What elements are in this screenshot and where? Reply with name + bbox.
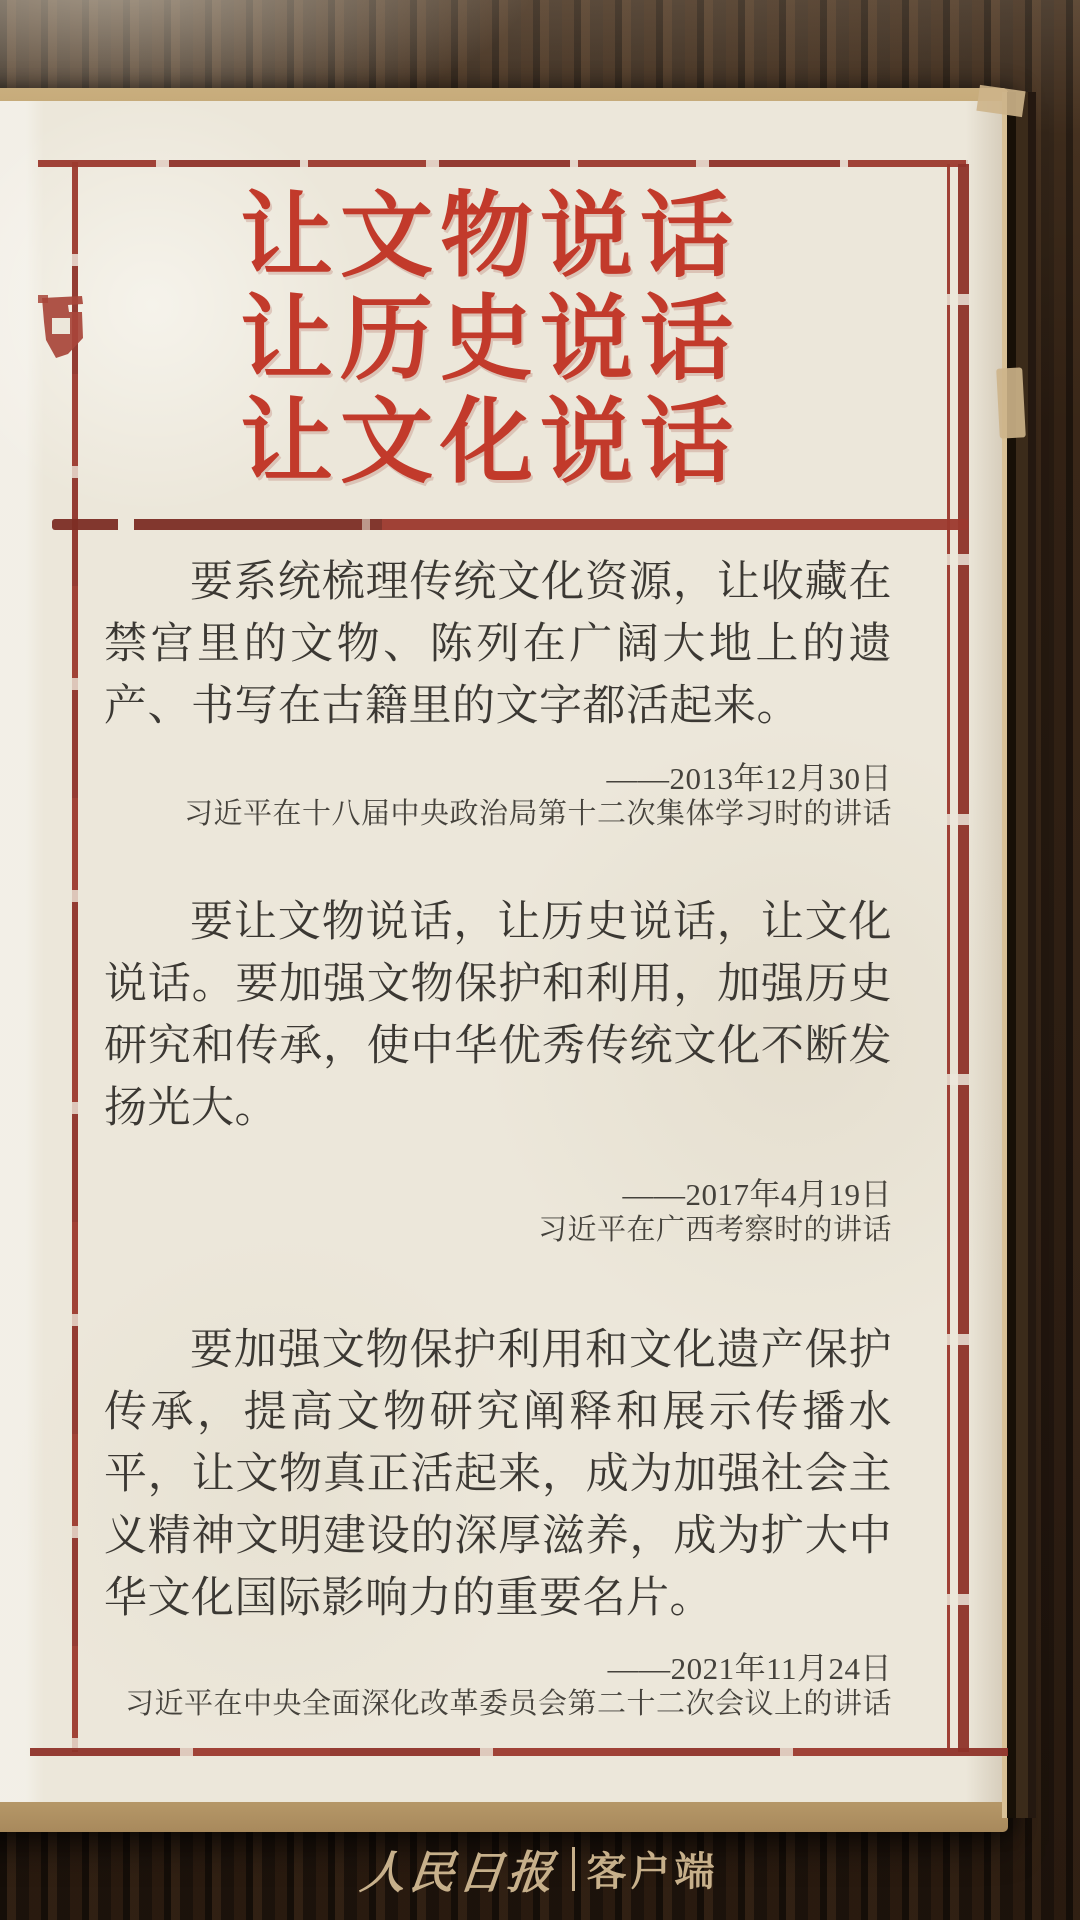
quote-paragraph-2: 要让文物说话，让历史说话，让文化说话。要加强文物保护和利用，加强历史研究和传承，使中华优秀传统文化不断发扬光大。 (104, 899, 892, 1132)
quote-paragraph-3: 要加强文物保护利用和文化遗产保护传承，提高文物研究阐释和展示传播水平，让文物真正活起来，成为加强社会主义精神文明建设的深厚滋养，成为扩大中华文化国际影响力的重要名片。 (104, 1327, 892, 1622)
tape-scrap-side (996, 367, 1026, 438)
quote-attribution-2 (90, 1176, 892, 1248)
frame-border-left (72, 162, 78, 1752)
masthead-wordmark: 人民日报 (358, 1846, 560, 1899)
title-line-3: 让文化说话 (240, 392, 740, 495)
frame-border-bottom (30, 1748, 1008, 1756)
quote-date-1: ——2013年12月30日 (606, 761, 892, 796)
title-line-1: 让文物说话 (240, 186, 740, 289)
client-wordmark: 客户端 (586, 1849, 719, 1895)
quote-source-1: 习近平在十八届中央政治局第十二次集体学习时的讲话 (183, 798, 892, 830)
title-line-2: 让历史说话 (240, 289, 740, 392)
quote-date-3: ——2021年11月24日 (607, 1651, 892, 1686)
quote-attribution-1 (90, 760, 892, 832)
title-divider-rule (52, 519, 968, 530)
frame-border-top (38, 160, 968, 167)
book-fore-edge (1002, 92, 1036, 1818)
quote-attribution-3 (90, 1650, 892, 1722)
quote-source-3: 习近平在中央全面深化改革委员会第二十二次会议上的讲话 (124, 1688, 892, 1720)
seal-fragment-icon (38, 292, 86, 366)
frame-border-right (947, 164, 969, 1752)
quote-paragraph-1: 要系统梳理传统文化资源，让收藏在禁宫里的文物、陈列在广阔大地上的遗产、书写在古籍里的文字都活起来。 (104, 559, 892, 730)
peoples-daily-client-logo (0, 1836, 1080, 1901)
logo-divider-bar (572, 1847, 575, 1891)
poster-title (80, 186, 900, 495)
quote-date-2: ——2017年4月19日 (622, 1177, 892, 1212)
quote-source-2: 习近平在广西考察时的讲话 (537, 1214, 892, 1246)
